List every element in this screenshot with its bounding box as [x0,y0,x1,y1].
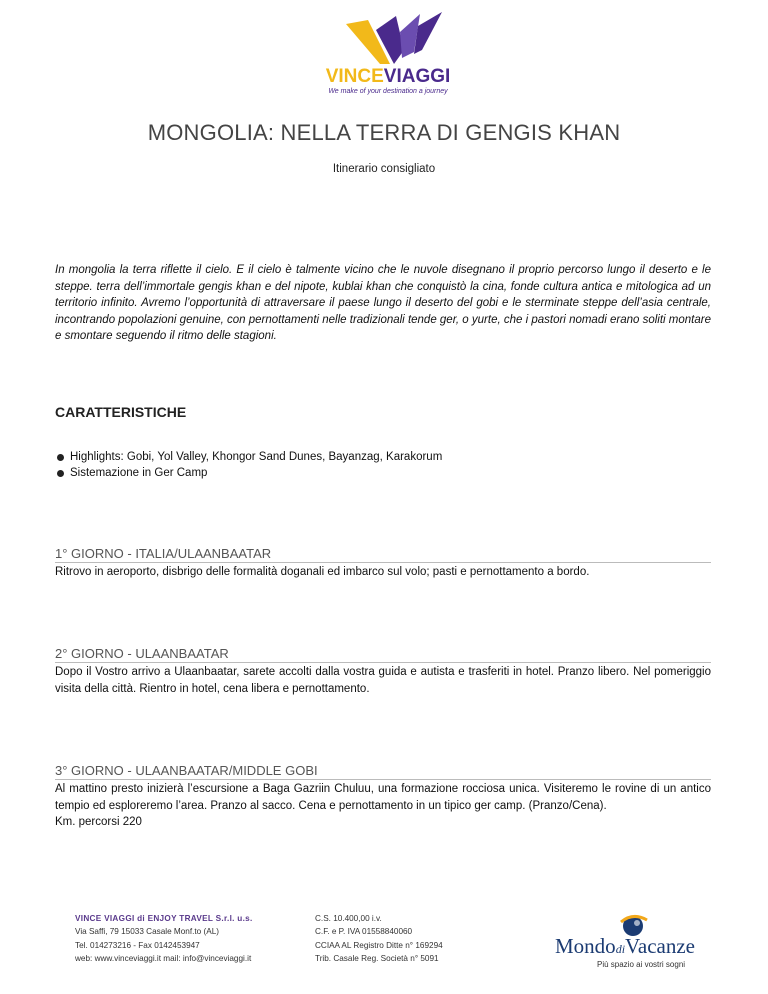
day-2-section [55,646,711,697]
mondo-di-vacanze-logo [555,912,735,969]
list-item: Sistemazione in Ger Camp [55,465,442,481]
day-3-section [55,763,711,831]
logo-tagline: We make of your destination a journey [328,88,448,95]
footer-phone: Tel. 014273216 - Fax 0142453947 [75,940,200,950]
day-title: 2° GIORNO - ULAANBAATAR [55,646,711,663]
footer-vat: C.F. e P. IVA 01558840060 [315,927,413,937]
day-text: Dopo il Vostro arrivo a Ulaanbaatar, sarete accolti dalla vostra guida e autista e trasferiti in hotel. Pranzo libero. Nel pomeriggio visita della città. Rientro in hotel, cena libera e pernottamento. [55,666,711,695]
day-text: Ritrovo in aeroporto, disbrigo delle formalità doganali ed imbarco sul volo; pasti e pernottamento a bordo. [55,566,590,578]
intro-paragraph: In mongolia la terra riflette il cielo. E il cielo è talmente vicino che le nuvole disegnano il proprio percorso lungo il deserto e le steppe. terra dell’immortale gengis khan e del nipote, kublai khan che conquistò la cina, fonde cultura antica e mitologica ad un territorio infinito. Avremo l’opportunità di attraversare il paese lungo il deserto del gobi e le sterminate steppe dell’asia centrale, incontrando popolazioni genuine, con pernottamenti nelle tradizionali tende ger, o yurte, che i pastori nomadi erano soliti montare e smontare seguendo il ritmo delle stagioni. [55,264,711,343]
vinceviaggi-logo [318,10,458,96]
footer-company-info [75,912,253,966]
features-list [55,449,442,481]
footer-web: web: www.vinceviaggi.it mail: info@vinceviaggi.it [75,954,252,964]
footer-cciaa: CCIAA AL Registro Ditte n° 169294 [315,940,443,950]
list-item: Highlights: Gobi, Yol Valley, Khongor Sand Dunes, Bayanzag, Karakorum [55,449,442,465]
day-text: Al mattino presto inizierà l’escursione a Baga Gazriin Chuluu, una formazione rocciosa unica. Visiteremo le rovine di un antico tempio ed esploreremo l’area. Pranzo al sacco. Cena e pernottamento in un tipico ger camp. (Pranzo/Cena). [55,783,711,812]
day-1-section [55,546,711,581]
footer-address: Via Saffi, 79 15033 Casale Monf.to (AL) [75,927,219,937]
footer-trib: Trib. Casale Reg. Società n° 5091 [315,954,439,964]
footer-legal-info [315,912,443,966]
logo-wings-icon [318,10,458,70]
page-title: MONGOLIA: NELLA TERRA DI GENGIS KHAN [147,120,621,145]
day-title: 1° GIORNO - ITALIA/ULAANBAATAR [55,546,711,563]
logo-wordmark: VINCEVIAGGI [325,66,451,87]
page-subtitle: Itinerario consigliato [332,163,436,175]
features-heading: CARATTERISTICHE [55,404,187,420]
footer-company-name: VINCE VIAGGI di ENJOY TRAVEL S.r.l. u.s. [75,914,253,923]
footer-capital: C.S. 10.400,00 i.v. [315,914,382,923]
day-title: 3° GIORNO - ULAANBAATAR/MIDDLE GOBI [55,763,711,780]
mondo-wordmark: MondodiVacanze [555,934,695,958]
mondo-tagline: Più spazio ai vostri sogni [597,960,686,969]
day-text: Km. percorsi 220 [55,816,142,829]
